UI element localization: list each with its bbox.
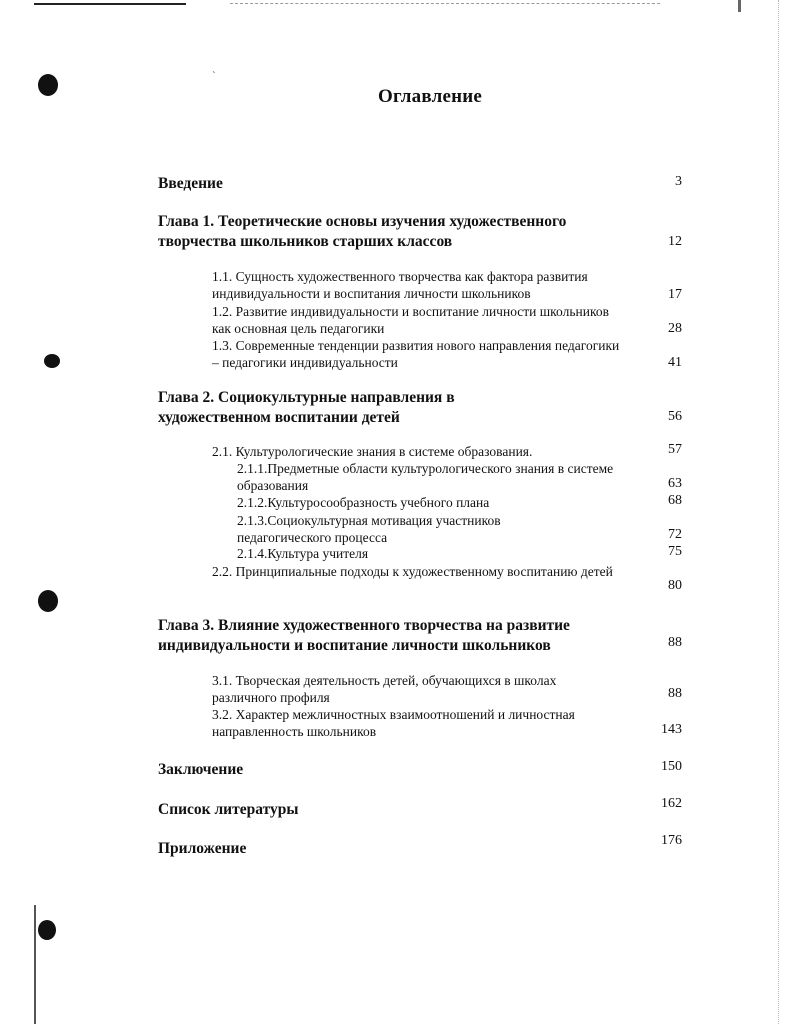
toc-entry-section-1-1: 1.1. Сущность художественного творчества как фактора развития индивидуальности и воспитания личности школьников [212,269,588,301]
toc-entry-section-2-1-4: 2.1.4.Культура учителя [237,546,369,561]
toc-page-number: 17 [668,287,682,302]
toc-page-number: 88 [668,635,682,650]
scan-left-edge [34,905,36,1024]
toc-page-number: 176 [661,833,682,848]
toc-page-number: 80 [668,578,682,593]
toc-page-number: 88 [668,686,682,701]
toc-entry-section-3-1: 3.1. Творческая деятельность детей, обучающихся в школах различного профиля [212,673,557,705]
scan-corner-mark [738,0,741,12]
scan-top-line [34,3,186,5]
punch-hole [44,354,60,368]
toc-entry-chapter-1: Глава 1. Теоретические основы изучения художественного творчества школьников старших классов [158,213,567,250]
toc-entry-section-1-2: 1.2. Развитие индивидуальности и воспитание личности школьников как основная цель педагогики [212,304,609,336]
toc-entry-section-2-1: 2.1. Культурологические знания в системе образования. [212,444,533,459]
toc-page-number: 56 [668,409,682,424]
toc-page-number: 75 [668,544,682,559]
toc-entry-section-2-1-1: 2.1.1.Предметные области культурологического знания в системе образования [237,461,614,493]
toc-entry-chapter-3: Глава 3. Влияние художественного творчества на развитие индивидуальности и воспитание личности школьников [158,617,570,654]
toc-entry-section-2-1-3: 2.1.3.Социокультурная мотивация участников педагогического процесса [237,513,501,545]
toc-entry-section-1-3: 1.3. Современные тенденции развития нового направления педагогики – педагогики индивидуальности [212,338,620,370]
page-title: Оглавление [377,86,483,107]
toc-entry-appendix: Приложение [158,840,247,857]
toc-page-number: 63 [668,476,682,491]
toc-entry-introduction: Введение [158,175,223,192]
toc-page-number: 28 [668,321,682,336]
toc-page-number: 41 [668,355,682,370]
toc-entry-conclusion: Заключение [158,761,244,778]
toc-page-number: 3 [675,174,682,189]
scan-right-edge [778,0,779,1024]
toc-entry-section-2-1-2: 2.1.2.Культуросообразность учебного плана [237,495,490,510]
punch-hole [38,590,58,612]
toc-page-number: 162 [661,796,682,811]
scan-top-dashed-edge [230,3,660,4]
punch-hole [38,920,56,940]
toc-page-number: 57 [668,442,682,457]
toc-page-number: 143 [661,722,682,737]
toc-entry-section-3-2: 3.2. Характер межличностных взаимоотношений и личностная направленность школьников [212,707,575,739]
toc-page-number: 68 [668,493,682,508]
toc-entry-bibliography: Список литературы [158,801,299,818]
toc-entry-section-2-2: 2.2. Принципиальные подходы к художественному воспитанию детей [212,564,613,579]
toc-page-number: 72 [668,527,682,542]
scan-speck: ˋ [212,70,216,82]
toc-entry-chapter-2: Глава 2. Социокультурные направления в художественном воспитании детей [158,389,455,426]
toc-page-number: 150 [661,759,682,774]
toc-page-number: 12 [668,234,682,249]
